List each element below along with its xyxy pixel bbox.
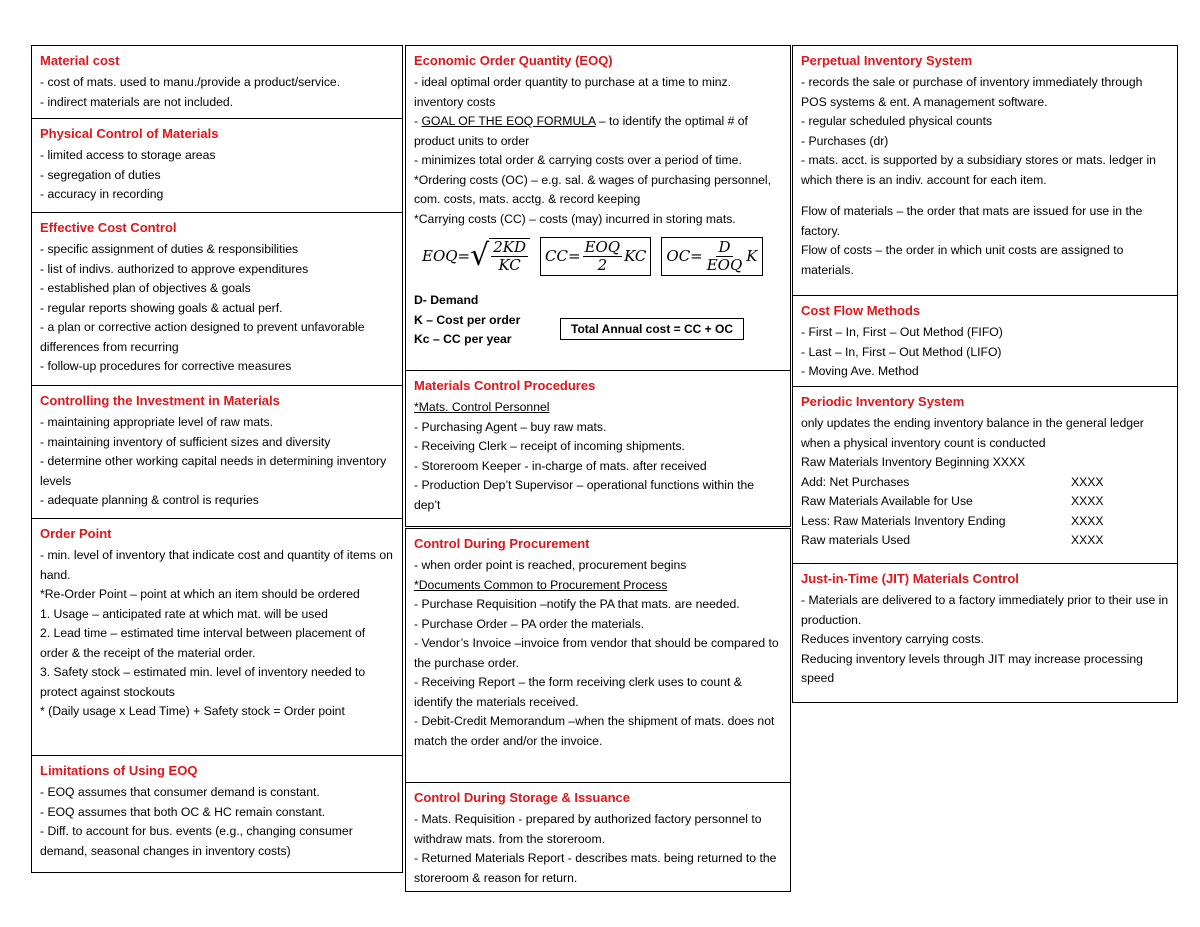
materials-control-line: - Production Dep’t Supervisor – operational functions within the dep’t — [414, 478, 755, 512]
effective-cost-line: - a plan or corrective action designed to prevent unfavorable differences from recurring — [40, 320, 365, 354]
order-point-box — [31, 518, 403, 756]
order-point-line: 3. Safety stock – estimated min. level of inventory needed to protect against stockouts — [40, 665, 366, 699]
total-annual-cost: Total Annual cost = CC + OC — [560, 318, 744, 340]
periodic-row-value: XXXX — [1071, 513, 1104, 528]
control-procurement-line: - Purchase Requisition –notify the PA that mats. are needed. — [414, 597, 740, 611]
cost-flow-box — [792, 295, 1178, 387]
periodic-box — [792, 386, 1178, 564]
controlling-investment-box — [31, 385, 403, 519]
periodic-row — [801, 531, 1169, 551]
eoq-var-k: K – Cost per order — [414, 312, 521, 327]
material-cost-box — [31, 45, 403, 119]
eoq-goal-prefix: - — [414, 114, 422, 128]
flow-of-materials: Flow of materials – the order that mats are issued for use in the factory. — [801, 204, 1143, 238]
sqrt-symbol: √ $\frac{2KD}{KC}$ — [470, 238, 530, 274]
physical-control-title: Physical Control of Materials — [40, 126, 219, 141]
jit-box — [792, 563, 1178, 703]
control-storage-title: Control During Storage & Issuance — [414, 790, 630, 805]
eoq-var-kc: Kc – CC per year — [414, 332, 512, 346]
cc-formula — [540, 237, 651, 276]
oc-formula-num: D — [718, 237, 731, 256]
periodic-row-value: XXXX — [1071, 474, 1104, 489]
eoq-formula — [422, 238, 530, 274]
periodic-row-label: Less: Raw Materials Inventory Ending — [801, 513, 1006, 528]
physical-control-line: - accuracy in recording — [40, 187, 164, 201]
materials-control-personnel: *Mats. Control Personnel — [414, 400, 550, 414]
jit-line: Reducing inventory levels through JIT may increase processing speed — [801, 651, 1143, 685]
materials-control-line: - Purchasing Agent – buy raw mats. — [414, 419, 607, 434]
oc-formula-lhs: OC= — [666, 247, 703, 265]
order-point-line: *Re-Order Point – point at which an item should be ordered — [40, 587, 360, 601]
physical-control-line: - segregation of duties — [40, 167, 161, 182]
periodic-row-label: Add: Net Purchases — [801, 474, 910, 489]
periodic-row-value: XXXX — [1071, 494, 1104, 508]
materials-control-title: Materials Control Procedures — [414, 378, 596, 393]
cc-formula-lhs: CC= — [545, 247, 581, 265]
order-point-line: 1. Usage – anticipated rate at which mat. will be used — [40, 606, 328, 621]
periodic-title: Periodic Inventory System — [801, 394, 965, 409]
controlling-investment-title: Controlling the Investment in Materials — [40, 393, 280, 408]
cc-formula-den: 2 — [597, 255, 608, 274]
periodic-row — [801, 512, 1169, 532]
eoq-formulas — [414, 233, 782, 279]
eoq-goal-rest: – to identify the optimal # of product units to order — [414, 114, 748, 148]
control-storage-line: - Returned Materials Report - describes mats. being returned to the storeroom & reason for return. — [414, 851, 777, 885]
eoq-line: *Carrying costs (CC) – costs (may) incurred in storing mats. — [414, 211, 736, 226]
oc-formula — [661, 237, 762, 276]
jit-line: - Materials are delivered to a factory immediately prior to their use in production. — [801, 593, 1169, 627]
effective-cost-line: - list of indivs. authorized to approve expenditures — [40, 261, 309, 276]
order-point-line: 2. Lead time – estimated time interval between placement of order & the receipt of the material order. — [40, 626, 366, 660]
limitations-eoq-line: - EOQ assumes that both OC & HC remain constant. — [40, 804, 326, 819]
cost-flow-line: - Last – In, First – Out Method (LIFO) — [801, 344, 1002, 359]
periodic-row-value: XXXX — [1071, 533, 1104, 547]
control-procurement-line: - Vendor’s Invoice –invoice from vendor that should be compared to the purchase order. — [414, 636, 779, 670]
eoq-title: Economic Order Quantity (EOQ) — [414, 53, 613, 68]
eoq-formula-lhs: EOQ= — [422, 247, 471, 265]
material-cost-line: - indirect materials are not included. — [40, 94, 234, 109]
control-procurement-line: - Receiving Report – the form receiving clerk uses to count & identify the materials received. — [414, 675, 742, 709]
control-procurement-line: - when order point is reached, procurement begins — [414, 558, 687, 572]
effective-cost-line: - specific assignment of duties & responsibilities — [40, 242, 299, 256]
cc-formula-rhs: KC — [624, 247, 647, 265]
periodic-row-label: Raw materials Used — [801, 533, 911, 547]
cost-flow-title: Cost Flow Methods — [801, 303, 921, 318]
eoq-formula-num: 2KD — [493, 238, 527, 256]
eoq-goal-label: GOAL OF THE EOQ FORMULA — [421, 114, 596, 128]
physical-control-box — [31, 118, 403, 213]
oc-formula-rhs: K — [746, 247, 758, 265]
physical-control-line: - limited access to storage areas — [40, 148, 216, 162]
eoq-goal-line — [414, 112, 782, 151]
effective-cost-box — [31, 212, 403, 386]
control-procurement-box — [405, 528, 791, 783]
eoq-formula-den: KC — [498, 256, 521, 274]
eoq-var-d: D- Demand — [414, 293, 479, 307]
control-storage-box — [405, 782, 791, 892]
periodic-row — [801, 473, 1169, 493]
materials-control-line: - Storeroom Keeper - in-charge of mats. after received — [414, 458, 707, 473]
effective-cost-line: - regular reports showing goals & actual perf. — [40, 300, 283, 315]
flow-of-costs: Flow of costs – the order in which unit costs are assigned to materials. — [801, 243, 1124, 277]
controlling-investment-line: - adequate planning & control is requries — [40, 493, 259, 507]
control-procurement-line: - Purchase Order – PA order the materials. — [414, 616, 645, 631]
limitations-eoq-box — [31, 755, 403, 873]
limitations-eoq-title: Limitations of Using EOQ — [40, 763, 198, 778]
perpetual-line: - Purchases (dr) — [801, 133, 889, 148]
limitations-eoq-line: - Diff. to account for bus. events (e.g., changing consumer demand, seasonal changes in inventory costs) — [40, 824, 353, 858]
perpetual-line: - records the sale or purchase of inventory immediately through POS systems & ent. A management software. — [801, 75, 1143, 109]
cost-flow-line: - Moving Ave. Method — [801, 364, 919, 378]
controlling-investment-line: - maintaining inventory of sufficient sizes and diversity — [40, 434, 331, 449]
order-point-line: * (Daily usage x Lead Time) + Safety stock = Order point — [40, 704, 345, 718]
eoq-box — [405, 45, 791, 371]
eoq-line: - ideal optimal order quantity to purchase at a time to minz. inventory costs — [414, 75, 732, 109]
jit-line: Reduces inventory carrying costs. — [801, 632, 984, 646]
material-cost-line: - cost of mats. used to manu./provide a product/service. — [40, 75, 341, 89]
control-procurement-docs: *Documents Common to Procurement Process — [414, 577, 668, 592]
order-point-line: - min. level of inventory that indicate cost and quantity of items on hand. — [40, 548, 393, 582]
limitations-eoq-line: - EOQ assumes that consumer demand is constant. — [40, 785, 320, 799]
materials-control-line: - Receiving Clerk – receipt of incoming shipments. — [414, 439, 685, 453]
control-procurement-title: Control During Procurement — [414, 536, 590, 551]
eoq-line: *Ordering costs (OC) – e.g. sal. & wages of purchasing personnel, com. costs, mats. acctg. & record keeping — [414, 172, 771, 206]
effective-cost-line: - established plan of objectives & goals — [40, 281, 251, 295]
material-cost-title: Material cost — [40, 53, 120, 68]
cc-formula-num: EOQ — [584, 237, 621, 256]
controlling-investment-line: - maintaining appropriate level of raw mats. — [40, 415, 274, 429]
perpetual-line: - mats. acct. is supported by a subsidiary stores or mats. ledger in which there is an indiv. account for each item. — [801, 153, 1156, 187]
eoq-line: - minimizes total order & carrying costs over a period of time. — [414, 153, 742, 167]
cost-flow-line: - First – In, First – Out Method (FIFO) — [801, 325, 1003, 339]
periodic-beginning: Raw Materials Inventory Beginning XXXX — [801, 455, 1026, 469]
effective-cost-line: - follow-up procedures for corrective measures — [40, 359, 292, 373]
effective-cost-title: Effective Cost Control — [40, 220, 177, 235]
control-procurement-line: - Debit-Credit Memorandum –when the shipment of mats. does not match the order and/or the invoice. — [414, 714, 775, 748]
perpetual-title: Perpetual Inventory System — [801, 53, 973, 68]
oc-formula-den: EOQ — [706, 255, 743, 274]
controlling-investment-line: - determine other working capital needs in determining inventory levels — [40, 454, 387, 488]
order-point-title: Order Point — [40, 526, 112, 541]
periodic-row — [801, 492, 1169, 512]
periodic-row-label: Raw Materials Available for Use — [801, 494, 973, 508]
jit-title: Just-in-Time (JIT) Materials Control — [801, 571, 1019, 586]
perpetual-box — [792, 45, 1178, 296]
control-storage-line: - Mats. Requisition - prepared by authorized factory personnel to withdraw mats. from the storeroom. — [414, 812, 762, 846]
perpetual-line: - regular scheduled physical counts — [801, 114, 993, 128]
materials-control-box — [405, 370, 791, 527]
periodic-intro: only updates the ending inventory balance in the general ledger when a physical inventory count is conducted — [801, 416, 1144, 450]
